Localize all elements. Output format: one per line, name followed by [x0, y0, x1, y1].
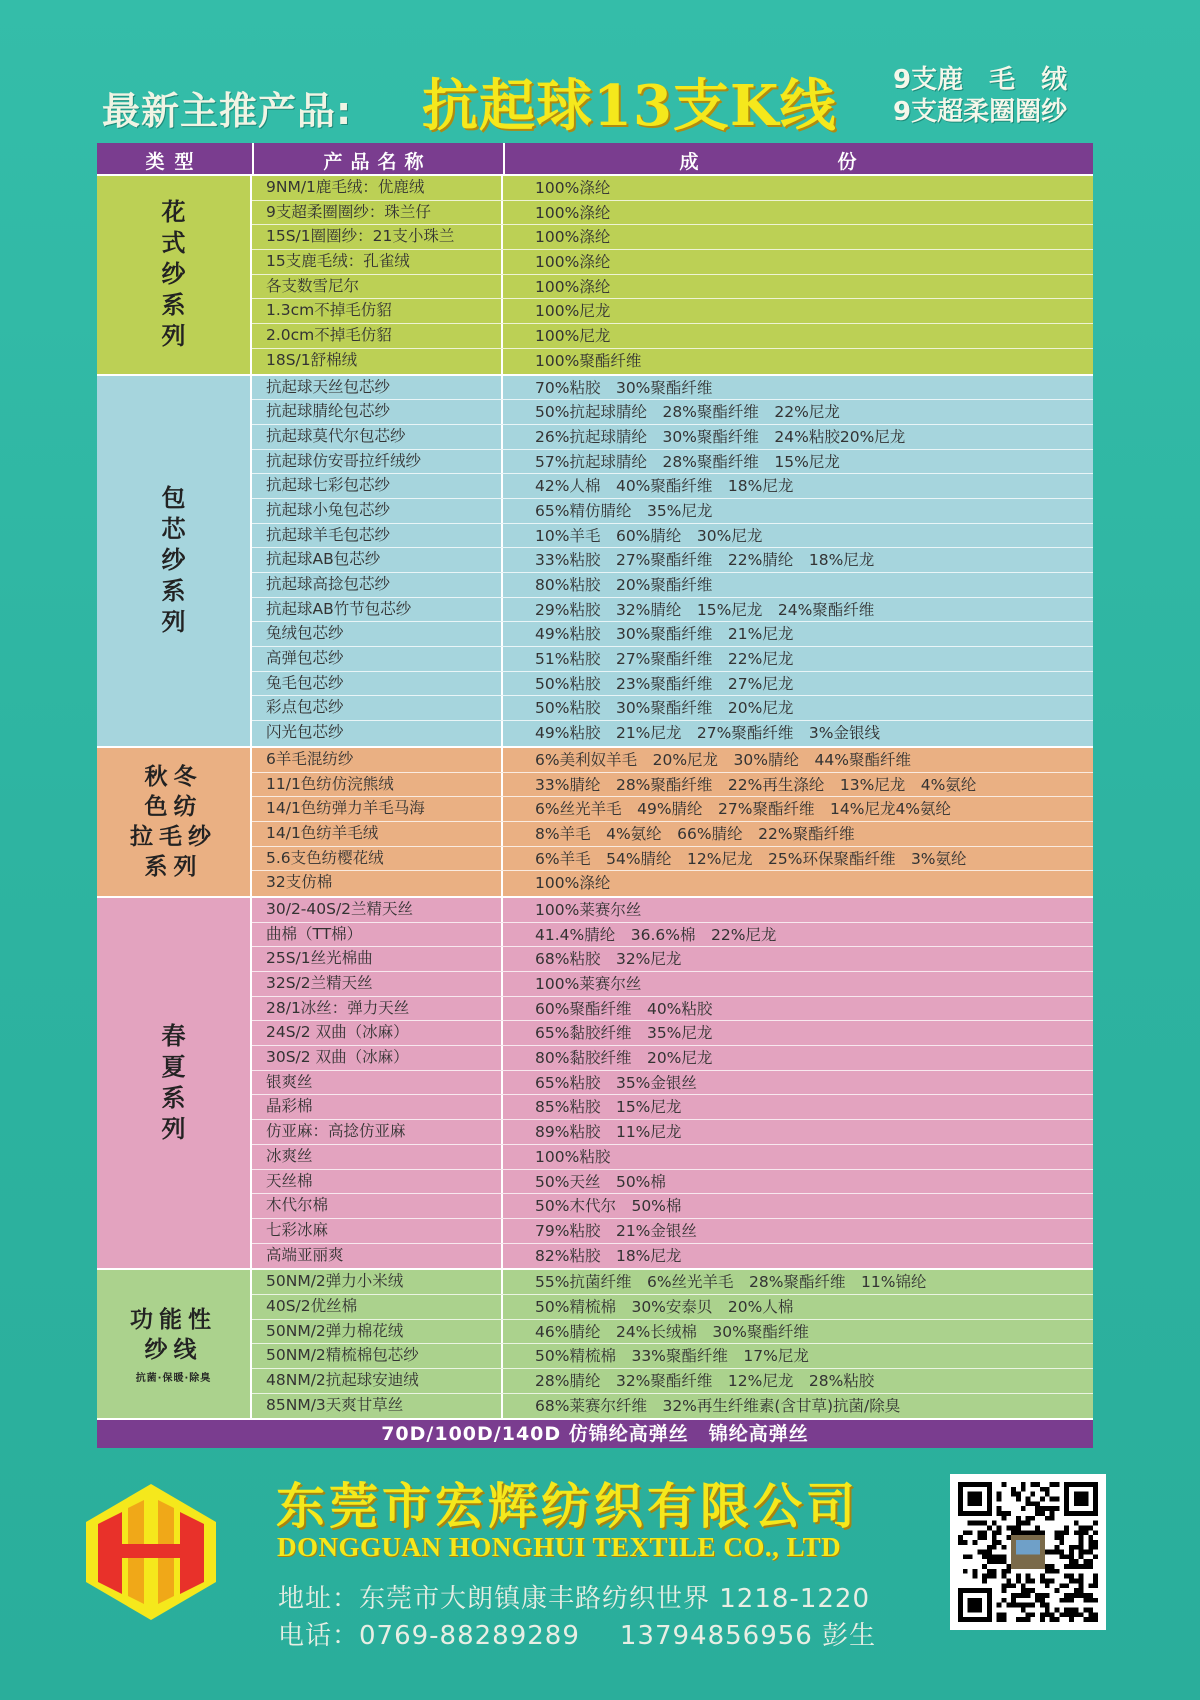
composition-cell: 100%涤纶: [535, 179, 611, 197]
product-name-cell: 抗起球AB竹节包芯纱: [252, 598, 503, 622]
product-name-cell: 抗起球天丝包芯纱: [252, 376, 503, 400]
composition-cell: 57%抗起球腈纶 28%聚酯纤维 15%尼龙: [535, 452, 840, 471]
table-row: [252, 1145, 1093, 1170]
product-name-cell: 11/1色纺仿浣熊绒: [252, 773, 503, 797]
composition-cell: 65%粘胶 35%金银丝: [535, 1073, 697, 1092]
table-row: [252, 324, 1093, 349]
product-name-cell: 9NM/1鹿毛绒：优鹿绒: [252, 176, 503, 200]
section-baoxin: [97, 374, 1093, 746]
composition-cell: 50%粘胶 23%聚酯纤维 27%尼龙: [535, 674, 794, 693]
table-row: [252, 871, 1093, 896]
composition-cell: 100%涤纶: [535, 874, 611, 893]
product-table: [97, 143, 1093, 1448]
section-label-line: 功能性: [130, 1306, 217, 1333]
product-name-cell: 抗起球莫代尔包芯纱: [252, 425, 503, 449]
section-sub-label: 抗菌·保暖·除臭: [135, 1372, 212, 1384]
table-row: [252, 1344, 1093, 1369]
composition-cell: 68%莱赛尔纤维 32%再生纤维素(含甘草)抗菌/除臭: [535, 1396, 901, 1415]
composition-cell: 100%莱赛尔丝: [535, 900, 642, 919]
composition-cell: 80%黏胶纤维 20%尼龙: [535, 1049, 713, 1068]
product-name-cell: 5.6支色纺樱花绒: [252, 847, 503, 871]
table-row: [252, 450, 1093, 475]
company-name-cn: 东莞市宏辉纺织有限公司: [276, 1477, 860, 1535]
product-name-cell: 6羊毛混纺纱: [252, 748, 503, 772]
composition-cell: 89%粘胶 11%尼龙: [535, 1123, 682, 1142]
composition-cell: 100%涤纶: [535, 203, 611, 222]
composition-cell: 68%粘胶 32%尼龙: [535, 950, 682, 969]
product-name-cell: 50NM/2弹力小米绒: [252, 1270, 503, 1294]
header-right-block: [893, 64, 1067, 128]
product-name-cell: 2.0cm不掉毛仿貂: [252, 324, 503, 348]
table-row: [252, 1394, 1093, 1419]
composition-cell: 28%腈纶 32%聚酯纤维 12%尼龙 28%粘胶: [535, 1372, 875, 1390]
product-name-cell: 32S/2兰精天丝: [252, 972, 503, 996]
qr-code-icon[interactable]: [950, 1474, 1106, 1630]
product-name-cell: 9支超柔圈圈纱：珠兰仔: [252, 201, 503, 225]
product-name-cell: 25S/1丝光棉曲: [252, 947, 503, 971]
section-gongneng: [97, 1268, 1093, 1418]
table-row: [252, 250, 1093, 275]
product-name-cell: 冰爽丝: [252, 1145, 503, 1169]
table-row: [252, 400, 1093, 425]
table-row: [252, 972, 1093, 997]
table-row: [252, 748, 1093, 773]
composition-cell: 50%天丝 50%棉: [535, 1172, 666, 1191]
table-row: [252, 425, 1093, 450]
table-row: [252, 1046, 1093, 1071]
section-rows: [252, 748, 1093, 896]
product-name-cell: 14/1色纺羊毛绒: [252, 822, 503, 846]
section-label: [97, 898, 252, 1268]
composition-cell: 49%粘胶 21%尼龙 27%聚酯纤维 3%金银线: [535, 724, 880, 743]
composition-cell: 50%精梳棉 30%安泰贝 20%人棉: [535, 1297, 794, 1316]
phone-number: 电话：0769-88289289: [278, 1621, 580, 1651]
product-name-cell: 18S/1舒棉绒: [252, 349, 503, 374]
product-name-cell: 抗起球高捻包芯纱: [252, 573, 503, 597]
section-label: [97, 748, 252, 896]
composition-cell: 79%粘胶 21%金银丝: [535, 1221, 697, 1240]
composition-cell: 29%粘胶 32%腈纶 15%尼龙 24%聚酯纤维: [535, 600, 875, 619]
composition-cell: 100%涤纶: [535, 228, 611, 247]
section-rows: [252, 376, 1093, 746]
composition-cell: 82%粘胶 18%尼龙: [535, 1246, 682, 1265]
hh-logo-icon: [84, 1482, 218, 1622]
table-footer-bar: 70D/100D/140D 仿锦纶高弹丝 锦纶高弹丝: [97, 1418, 1093, 1448]
table-row: [252, 573, 1093, 598]
section-chunxia: [97, 896, 1093, 1268]
product-name-cell: 48NM/2抗起球安迪绒: [252, 1369, 503, 1393]
header-right-line2: 9支超柔圈圈纱: [893, 97, 1068, 127]
company-name-en: DONGGUAN HONGHUI TEXTILE CO., LTD: [277, 1532, 842, 1562]
section-rows: [252, 176, 1093, 374]
table-row: [252, 376, 1093, 401]
table-row: [252, 1244, 1093, 1269]
product-name-cell: 40S/2优丝棉: [252, 1295, 503, 1319]
product-name-cell: 高弹包芯纱: [252, 647, 503, 671]
header: [0, 52, 1200, 142]
product-name-cell: 七彩冰麻: [252, 1219, 503, 1243]
section-label: [97, 176, 252, 374]
product-name-cell: 兔绒包芯纱: [252, 622, 503, 646]
table-row: [252, 349, 1093, 374]
table-row: [252, 822, 1093, 847]
table-row: [252, 176, 1093, 201]
product-name-cell: 抗起球腈纶包芯纱: [252, 400, 503, 424]
product-name-cell: 85NM/3天爽甘草丝: [252, 1394, 503, 1419]
product-name-cell: 30/2-40S/2兰精天丝: [252, 898, 503, 922]
section-label-line: 拉毛纱: [130, 823, 217, 850]
composition-cell: 49%粘胶 30%聚酯纤维 21%尼龙: [535, 625, 794, 644]
section-rows: [252, 1270, 1093, 1418]
section-huashi: [97, 174, 1093, 374]
header-col-name: 产品名称: [323, 151, 432, 173]
product-name-cell: 曲棉（TT棉）: [252, 923, 503, 947]
table-row: [252, 898, 1093, 923]
header-main-title: 抗起球13支K线: [422, 73, 837, 139]
table-row: [252, 997, 1093, 1022]
table-row: [252, 847, 1093, 872]
table-row: [252, 947, 1093, 972]
composition-cell: 100%莱赛尔丝: [535, 975, 642, 993]
composition-cell: 33%腈纶 28%聚酯纤维 22%再生涤纶 13%尼龙 4%氨纶: [535, 775, 977, 794]
composition-cell: 26%抗起球腈纶 30%聚酯纤维 24%粘胶20%尼龙: [535, 427, 906, 446]
composition-cell: 65%黏胶纤维 35%尼龙: [535, 1024, 713, 1043]
table-header: [97, 143, 1093, 174]
product-name-cell: 抗起球小兔包芯纱: [252, 499, 503, 523]
product-name-cell: 闪光包芯纱: [252, 721, 503, 746]
composition-cell: 6%丝光羊毛 49%腈纶 27%聚酯纤维 14%尼龙4%氨纶: [535, 800, 952, 819]
product-name-cell: 银爽丝: [252, 1071, 503, 1095]
composition-cell: 46%腈纶 24%长绒棉 30%聚酯纤维: [535, 1322, 809, 1341]
product-name-cell: 24S/2 双曲（冰麻）: [252, 1021, 503, 1045]
table-row: [252, 622, 1093, 647]
product-name-cell: 28/1冰丝：弹力天丝: [252, 997, 503, 1021]
table-row: [252, 1295, 1093, 1320]
header-col-comp: 成 份: [679, 151, 917, 173]
product-name-cell: 彩点包芯纱: [252, 696, 503, 720]
product-name-cell: 15S/1圈圈纱：21支小珠兰: [252, 225, 503, 249]
table-row: [252, 1071, 1093, 1096]
section-label-text: 包芯纱系列: [161, 484, 186, 637]
section-label-line: 秋冬: [144, 763, 203, 790]
table-row: [252, 201, 1093, 226]
table-row: [252, 696, 1093, 721]
composition-cell: 41.4%腈纶 36.6%棉 22%尼龙: [535, 925, 777, 944]
section-rows: [252, 898, 1093, 1268]
composition-cell: 50%粘胶 30%聚酯纤维 20%尼龙: [535, 699, 794, 718]
table-row: [252, 797, 1093, 822]
table-row: [252, 299, 1093, 324]
table-row: [252, 1194, 1093, 1219]
product-name-cell: 1.3cm不掉毛仿貂: [252, 299, 503, 323]
product-name-cell: 木代尔棉: [252, 1194, 503, 1218]
table-row: [252, 1120, 1093, 1145]
composition-cell: 60%聚酯纤维 40%粘胶: [535, 999, 713, 1018]
section-label-line: 色纺: [144, 793, 203, 820]
section-label: [97, 376, 252, 746]
header-col-type: 类型: [145, 151, 204, 173]
product-name-cell: 抗起球AB包芯纱: [252, 548, 503, 572]
composition-cell: 100%涤纶: [535, 277, 611, 296]
table-row: [252, 275, 1093, 300]
section-label: [97, 1270, 252, 1418]
product-name-cell: 各支数雪尼尔: [252, 275, 503, 299]
composition-cell: 85%粘胶 15%尼龙: [535, 1098, 682, 1117]
product-name-cell: 天丝棉: [252, 1170, 503, 1194]
table-row: [252, 1095, 1093, 1120]
table-row: [252, 225, 1093, 250]
section-label-line: 系列: [144, 853, 203, 880]
composition-cell: 8%羊毛 4%氨纶 66%腈纶 22%聚酯纤维: [535, 824, 855, 843]
table-row: [252, 1320, 1093, 1345]
product-name-cell: 高端亚丽爽: [252, 1244, 503, 1269]
composition-cell: 42%人棉 40%聚酯纤维 18%尼龙: [535, 477, 794, 496]
composition-cell: 100%聚酯纤维: [535, 351, 642, 370]
table-row: [252, 524, 1093, 549]
composition-cell: 70%粘胶 30%聚酯纤维: [535, 378, 713, 397]
header-right-line1: 9支鹿 毛 绒: [893, 65, 1068, 95]
section-label-line: 纱线: [144, 1336, 203, 1363]
table-row: [252, 1170, 1093, 1195]
product-name-cell: 14/1色纺弹力羊毛马海: [252, 797, 503, 821]
product-name-cell: 30S/2 双曲（冰麻）: [252, 1046, 503, 1070]
composition-cell: 65%精仿腈纶 35%尼龙: [535, 501, 713, 520]
table-row: [252, 548, 1093, 573]
table-row: [252, 721, 1093, 746]
composition-cell: 100%粘胶: [535, 1147, 611, 1166]
product-name-cell: 抗起球七彩包芯纱: [252, 474, 503, 498]
table-row: [252, 598, 1093, 623]
table-row: [252, 1270, 1093, 1295]
composition-cell: 50%木代尔 50%棉: [535, 1197, 682, 1216]
section-label-text: 花式纱系列: [161, 198, 186, 351]
table-row: [252, 773, 1093, 798]
composition-cell: 10%羊毛 60%腈纶 30%尼龙: [535, 526, 763, 545]
table-row: [252, 1219, 1093, 1244]
composition-cell: 100%尼龙: [535, 302, 611, 321]
product-name-cell: 50NM/2弹力棉花绒: [252, 1320, 503, 1344]
company-phone: [278, 1615, 916, 1652]
product-name-cell: 晶彩棉: [252, 1095, 503, 1119]
composition-cell: 50%抗起球腈纶 28%聚酯纤维 22%尼龙: [535, 403, 840, 422]
product-name-cell: 兔毛包芯纱: [252, 672, 503, 696]
composition-cell: 55%抗菌纤维 6%丝光羊毛 28%聚酯纤维 11%锦纶: [535, 1273, 927, 1292]
table-row: [252, 499, 1093, 524]
composition-cell: 80%粘胶 20%聚酯纤维: [535, 576, 713, 594]
composition-cell: 50%精梳棉 33%聚酯纤维 17%尼龙: [535, 1347, 809, 1366]
composition-cell: 100%尼龙: [535, 327, 611, 346]
table-row: [252, 1021, 1093, 1046]
table-row: [252, 923, 1093, 948]
section-label-text: 春夏系列: [161, 1022, 186, 1144]
composition-cell: 6%羊毛 54%腈纶 12%尼龙 25%环保聚酯纤维 3%氨纶: [535, 849, 967, 868]
composition-cell: 100%涤纶: [535, 253, 611, 272]
composition-cell: 6%美利奴羊毛 20%尼龙 30%腈纶 44%聚酯纤维: [535, 750, 911, 769]
company-address: 地址：东莞市大朗镇康丰路纺织世界 1218-1220: [278, 1584, 870, 1614]
composition-cell: 33%粘胶 27%聚酯纤维 22%腈纶 18%尼龙: [535, 551, 875, 570]
product-name-cell: 50NM/2精梳棉包芯纱: [252, 1344, 503, 1368]
product-name-cell: 仿亚麻：高捻仿亚麻: [252, 1120, 503, 1144]
product-name-cell: 抗起球仿安哥拉纤绒纱: [252, 450, 503, 474]
product-name-cell: 抗起球羊毛包芯纱: [252, 524, 503, 548]
table-row: [252, 647, 1093, 672]
product-name-cell: 15支鹿毛绒：孔雀绒: [252, 250, 503, 274]
product-name-cell: 32支仿棉: [252, 871, 503, 896]
mobile-number: 13794856956 彭生: [619, 1621, 877, 1651]
section-qiudong: [97, 746, 1093, 896]
table-row: [252, 1369, 1093, 1394]
header-left-title: 最新主推产品:: [102, 89, 353, 133]
table-row: [252, 474, 1093, 499]
composition-cell: 51%粘胶 27%聚酯纤维 22%尼龙: [535, 650, 794, 669]
table-row: [252, 672, 1093, 697]
